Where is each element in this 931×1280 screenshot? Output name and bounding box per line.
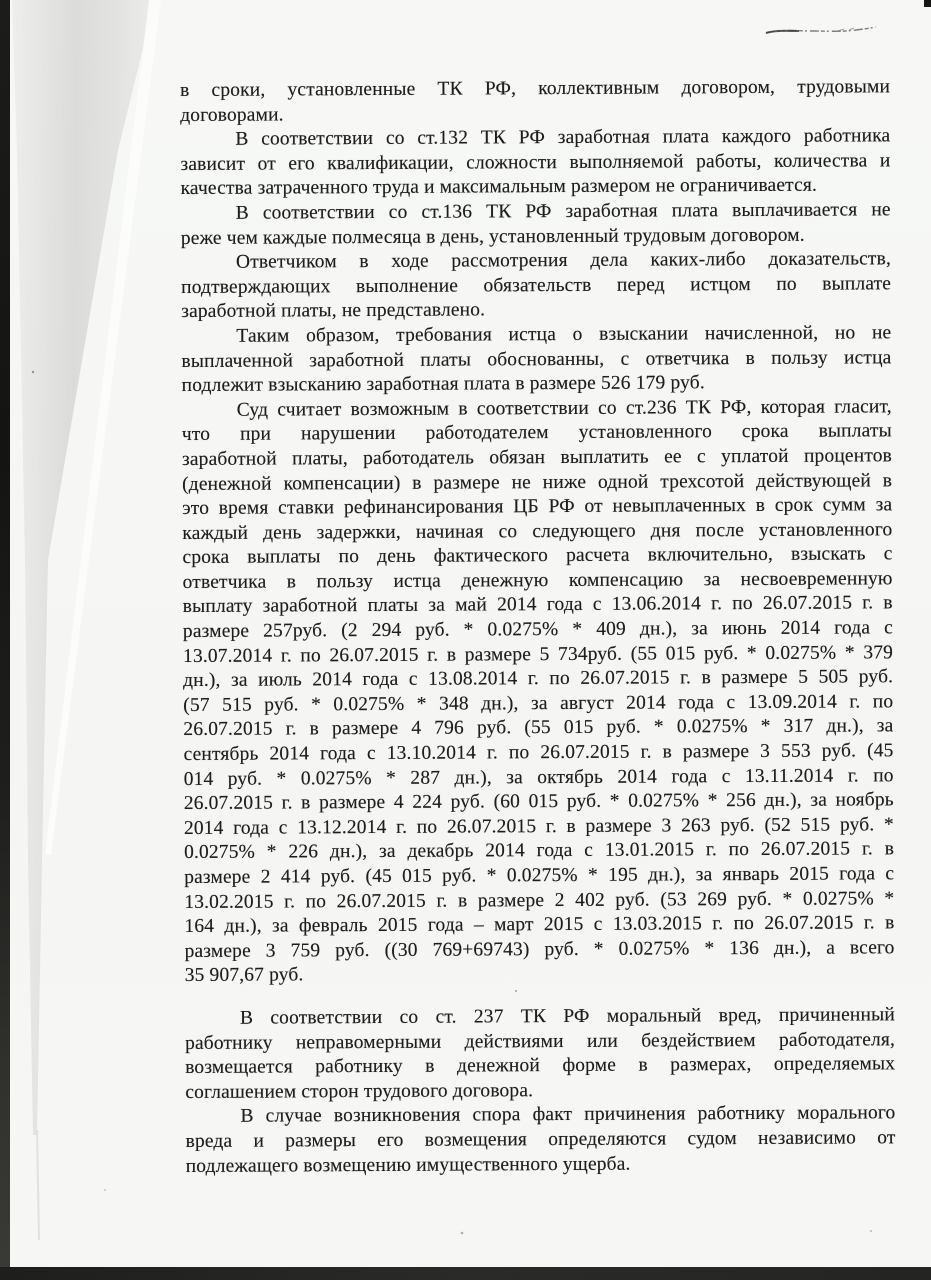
paragraph [181, 321, 891, 398]
paragraph [185, 1003, 896, 1105]
text-line: В соответствии со ст.132 ТК РФ заработная плата каждого работника [235, 125, 891, 150]
scanner-edge-left [0, 0, 10, 1280]
text-line: реже чем каждые полмесяца в день, установленный трудовым договором. [180, 224, 805, 249]
paragraph [185, 1102, 895, 1179]
text-line: ответчика в пользу истца денежную компенсацию за несвоевременную [182, 568, 893, 593]
paragraph [181, 247, 891, 324]
text-line: заработной платы, не представлено. [181, 299, 486, 323]
text-line: срока выплаты по день фактического расчета включительно, взыскать с [182, 543, 893, 569]
text-line: сентябрь 2014 года с 13.10.2014 г. по 26.07.2015 г. в размере 3 553 руб. (45 [183, 740, 894, 766]
text-line: заработной платы, работодатель обязан выплатить ее с уплатой процентов [181, 445, 893, 470]
paragraph [180, 124, 890, 201]
paragraph [180, 75, 890, 128]
text-line: подлежащего возмещению имущественного ущерба. [185, 1153, 631, 1177]
text-line: выплаченной заработной платы обоснованны, с ответчика в пользу истца [181, 346, 892, 372]
text-line: 26.07.2015 г. в размере 4 796 руб. (55 015 руб. * 0.0275% * 317 дн.), за [183, 715, 894, 741]
text-line: 2014 года с 13.12.2014 г. по 26.07.2015 г. в размере 3 263 руб. (52 515 руб. * [183, 814, 894, 839]
paragraph [181, 198, 891, 251]
paragraph [182, 395, 895, 989]
text-line: В соответствии со ст.136 ТК РФ заработная плата выплачивается не [235, 199, 891, 224]
text-line: подлежит взысканию заработная плата в размере 526 179 руб. [181, 372, 705, 397]
text-line: размере 3 759 руб. ((30 769+69743) руб. * 0.0275% * 136 дн.), а всего [184, 937, 895, 962]
page-fold-shadow [12, 0, 155, 1135]
text-line: соглашением сторон трудового договора. [185, 1079, 534, 1103]
scanner-edge-bottom [0, 1267, 931, 1280]
text-line: Ответчиком в ходе рассмотрения дела каких-либо доказательств, [235, 248, 892, 273]
text-line: это время ставки рефинансирования ЦБ РФ от невыплаченных в срок сумм за [182, 494, 893, 520]
text-line: размере 2 414 руб. (45 015 руб. * 0.0275% * 195 дн.), за январь 2015 года с [184, 863, 895, 888]
corner-notch [924, 0, 931, 7]
text-line: размере 257руб. (2 294 руб. * 0.0275% * 409 дн.), за июнь 2014 года с [182, 617, 893, 643]
text-line: качества затраченного труда и максимальным размером не ограничивается. [180, 175, 818, 200]
text-line: договорами. [180, 104, 284, 126]
text-line: В случае возникновения спора факт причинения работнику морального [240, 1102, 896, 1128]
text-line: работнику неправомерными действиями или бездействием работодателя, [184, 1028, 896, 1054]
text-line: 014 руб. * 0.0275% * 287 дн.), за октябрь 2014 года с 13.11.2014 г. по [183, 764, 894, 790]
text-line: что при нарушении работодателем установленного срока выплаты [181, 420, 892, 446]
text-line: зависит от его квалификации, сложности выполняемой работы, количества и [180, 150, 891, 175]
text-line: Суд считает возможным в соответствии со ст.236 ТК РФ, которая гласит, [236, 395, 892, 421]
text-line: 13.02.2015 г. по 26.07.2015 г. в размере 2 402 руб. (53 269 руб. * 0.0275% * [184, 887, 895, 913]
text-line: Таким образом, требования истца о взыскании начисленной, но не [236, 322, 892, 347]
text-line: 164 дн.), за февраль 2015 года – март 2015 с 13.03.2015 г. по 26.07.2015 г. в [184, 912, 895, 938]
text-line: 35 907,67 руб. [184, 964, 304, 987]
document-text-block [180, 75, 896, 1179]
text-line: 26.07.2015 г. в размере 4 224 руб. (60 015 руб. * 0.0275% * 256 дн.), за ноябрь [183, 789, 894, 815]
text-line: подтверждающих выполнение обязательств перед истцом по выплате [181, 273, 892, 298]
text-line: (57 515 руб. * 0.0275% * 348 дн.), за август 2014 года с 13.09.2014 г. по [183, 691, 894, 716]
text-line: 13.07.2014 г. по 26.07.2015 г. в размере 5 734руб. (55 015 руб. * 0.0275% * 379 [182, 641, 894, 667]
page-fold-line [36, 1130, 40, 1240]
text-line: выплату заработной платы за май 2014 года с 13.06.2014 г. по 26.07.2015 г. в [182, 592, 893, 618]
text-line: каждый день задержки, начиная со следующего дня после установленного [182, 518, 893, 544]
page-fold-crease [45, 0, 161, 855]
text-line: в сроки, установленные ТК РФ, коллективным договором, трудовыми [180, 76, 891, 101]
text-line: возмещается работнику в денежной форме в размерах, определяемых [185, 1053, 896, 1079]
text-line: В соответствии со ст. 237 ТК РФ моральный вред, причиненный [239, 1004, 895, 1029]
text-line: вреда и размеры его возмещения определяются судом независимо от [185, 1127, 896, 1152]
text-line: 0.0275% * 226 дн.), за декабрь 2014 года с 13.01.2015 г. по 26.07.2015 г. в [183, 838, 895, 864]
text-line: (денежной компенсации) в размере не ниже одной трехсотой действующей в [182, 469, 893, 495]
text-line: дн.), за июль 2014 года с 13.08.2014 г. по 26.07.2015 г. в размере 5 505 руб. [183, 666, 894, 692]
pen-smudge [766, 27, 876, 33]
